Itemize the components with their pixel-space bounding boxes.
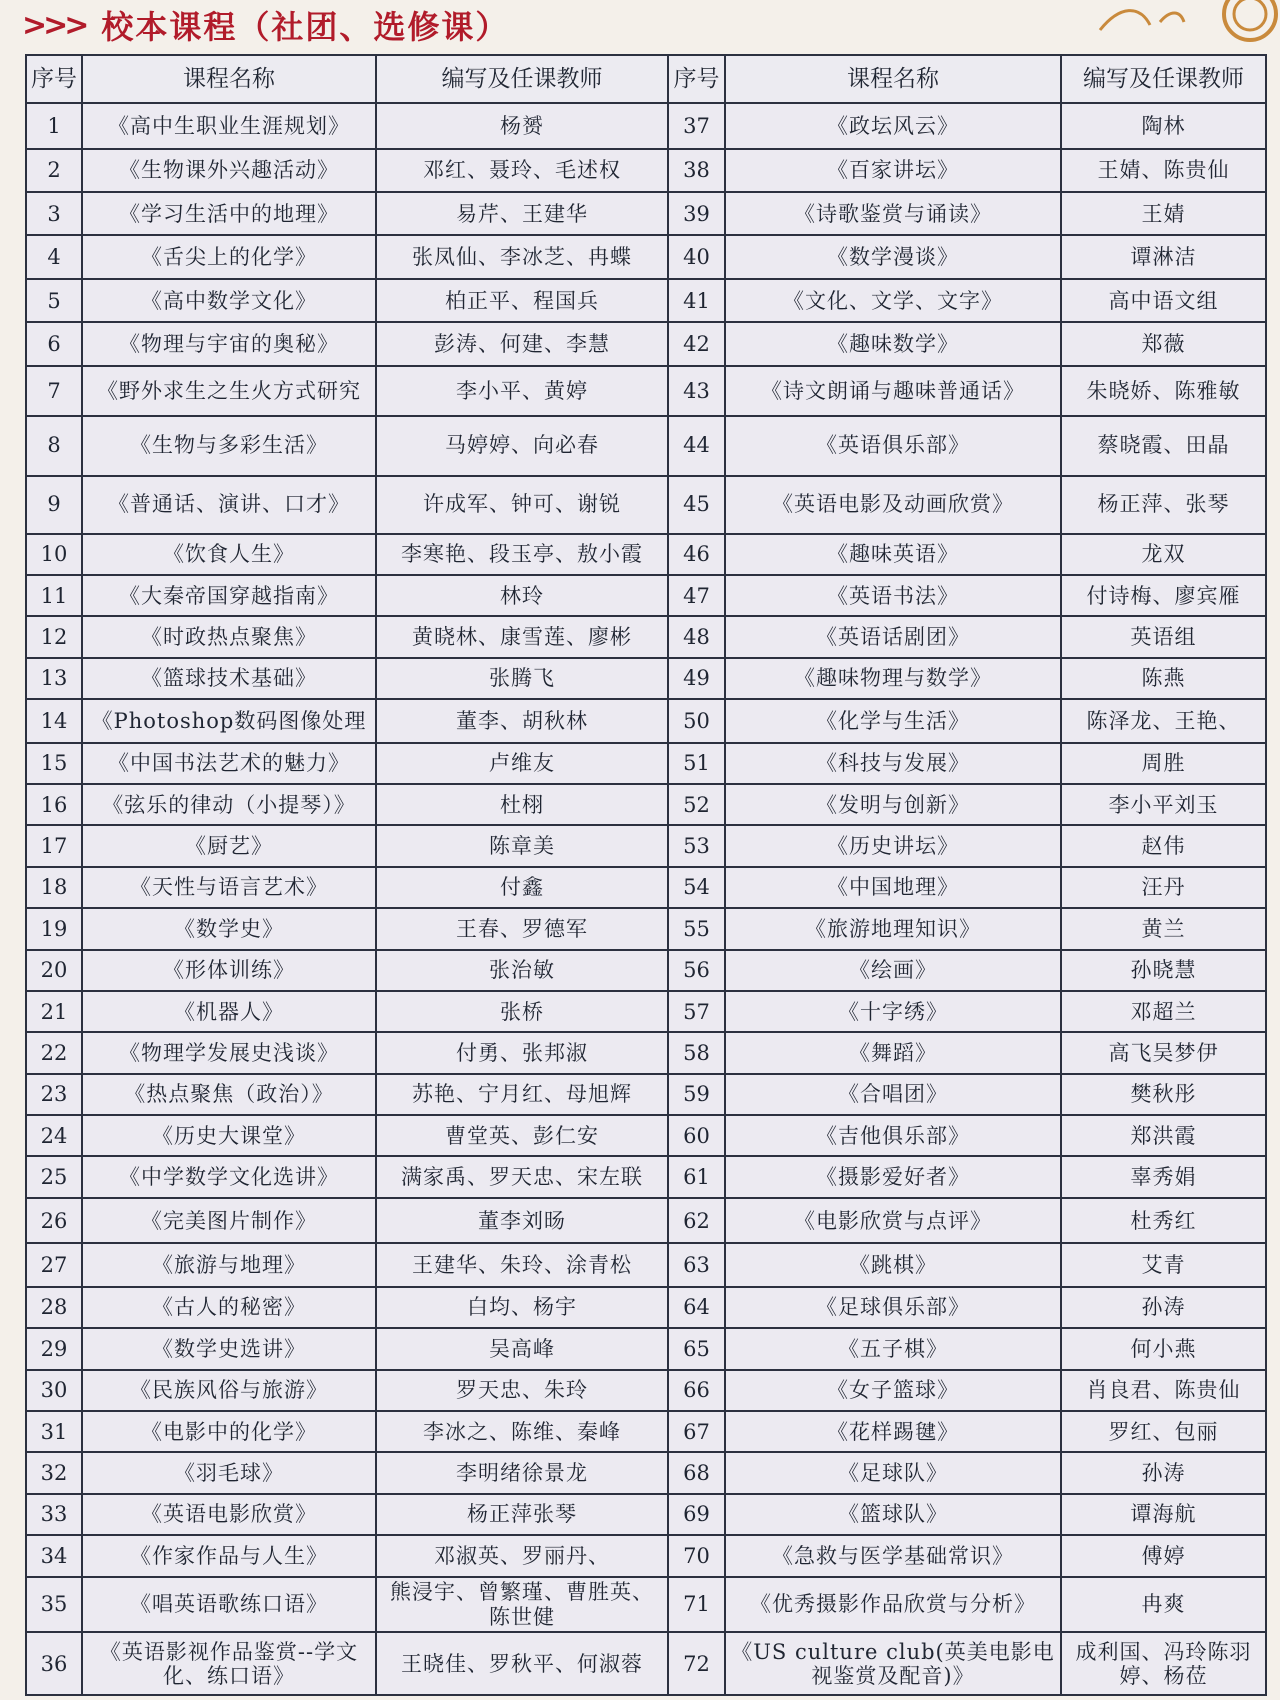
table-row <box>26 1535 1266 1576</box>
row-number: 59 <box>668 1074 725 1115</box>
row-number: 12 <box>26 616 82 657</box>
teacher-names: 杨正萍张琴 <box>376 1494 668 1535</box>
row-number: 47 <box>668 575 725 616</box>
row-number: 71 <box>668 1577 725 1633</box>
course-name: 《英语电影及动画欣赏》 <box>725 476 1061 534</box>
column-header: 序号 <box>26 55 82 103</box>
course-name: 《中国地理》 <box>725 867 1061 908</box>
row-number: 58 <box>668 1032 725 1073</box>
teacher-names: 郑薇 <box>1061 322 1266 365</box>
teacher-names: 孙涛 <box>1061 1452 1266 1493</box>
course-name: 《厨艺》 <box>82 825 376 866</box>
row-number: 34 <box>26 1535 82 1576</box>
course-name: 《吉他俱乐部》 <box>725 1115 1061 1156</box>
teacher-names: 傅婷 <box>1061 1535 1266 1576</box>
row-number: 53 <box>668 825 725 866</box>
row-number: 39 <box>668 192 725 235</box>
course-name: 《科技与发展》 <box>725 743 1061 784</box>
table-row <box>26 743 1266 784</box>
table-row <box>26 699 1266 742</box>
row-number: 16 <box>26 784 82 825</box>
table-row <box>26 1074 1266 1115</box>
teacher-names: 杨赟 <box>376 103 668 149</box>
table-row <box>26 991 1266 1032</box>
table-row <box>26 1115 1266 1156</box>
table-row <box>26 149 1266 192</box>
row-number: 6 <box>26 322 82 365</box>
teacher-names: 朱晓娇、陈雅敏 <box>1061 366 1266 416</box>
course-name: 《篮球技术基础》 <box>82 658 376 699</box>
row-number: 21 <box>26 991 82 1032</box>
teacher-names: 陶林 <box>1061 103 1266 149</box>
course-name: 《饮食人生》 <box>82 534 376 575</box>
course-name: 《英语话剧团》 <box>725 616 1061 657</box>
teacher-names: 吴高峰 <box>376 1328 668 1369</box>
course-table <box>25 54 1267 1696</box>
teacher-names: 周胜 <box>1061 743 1266 784</box>
course-name: 《历史大课堂》 <box>82 1115 376 1156</box>
table-row <box>26 658 1266 699</box>
course-name: 《足球俱乐部》 <box>725 1287 1061 1328</box>
course-name: 《五子棋》 <box>725 1328 1061 1369</box>
table-row <box>26 1577 1266 1633</box>
course-name: 《Photoshop数码图像处理 <box>82 699 376 742</box>
course-name: 《生物与多彩生活》 <box>82 416 376 476</box>
row-number: 56 <box>668 950 725 991</box>
column-header: 序号 <box>668 55 725 103</box>
table-row <box>26 192 1266 235</box>
row-number: 36 <box>26 1632 82 1695</box>
row-number: 20 <box>26 950 82 991</box>
row-number: 54 <box>668 867 725 908</box>
course-name: 《形体训练》 <box>82 950 376 991</box>
teacher-names: 高中语文组 <box>1061 279 1266 322</box>
teacher-names: 林玲 <box>376 575 668 616</box>
row-number: 9 <box>26 476 82 534</box>
row-number: 25 <box>26 1156 82 1197</box>
table-row <box>26 366 1266 416</box>
row-number: 50 <box>668 699 725 742</box>
row-number: 15 <box>26 743 82 784</box>
row-number: 29 <box>26 1328 82 1369</box>
course-name: 《篮球队》 <box>725 1494 1061 1535</box>
course-name: 《古人的秘密》 <box>82 1287 376 1328</box>
row-number: 26 <box>26 1198 82 1244</box>
table-row <box>26 950 1266 991</box>
row-number: 62 <box>668 1198 725 1244</box>
teacher-names: 谭海航 <box>1061 1494 1266 1535</box>
course-name: 《旅游地理知识》 <box>725 908 1061 949</box>
table-row <box>26 1198 1266 1244</box>
row-number: 46 <box>668 534 725 575</box>
teacher-names: 杜秀红 <box>1061 1198 1266 1244</box>
row-number: 31 <box>26 1411 82 1452</box>
course-name: 《弦乐的律动（小提琴）》 <box>82 784 376 825</box>
teacher-names: 张腾飞 <box>376 658 668 699</box>
row-number: 67 <box>668 1411 725 1452</box>
course-name: 《唱英语歌练口语》 <box>82 1577 376 1633</box>
teacher-names: 张凤仙、李冰芝、冉蝶 <box>376 235 668 278</box>
row-number: 55 <box>668 908 725 949</box>
row-number: 64 <box>668 1287 725 1328</box>
row-number: 30 <box>26 1370 82 1411</box>
course-name: 《数学漫谈》 <box>725 235 1061 278</box>
teacher-names: 肖良君、陈贵仙 <box>1061 1370 1266 1411</box>
course-name: 《化学与生活》 <box>725 699 1061 742</box>
table-row <box>26 1494 1266 1535</box>
course-name: 《政坛风云》 <box>725 103 1061 149</box>
row-number: 19 <box>26 908 82 949</box>
table-header-row <box>26 55 1266 103</box>
table-row <box>26 1452 1266 1493</box>
table-row <box>26 1032 1266 1073</box>
course-name: 《百家讲坛》 <box>725 149 1061 192</box>
course-name: 《电影中的化学》 <box>82 1411 376 1452</box>
teacher-names: 付诗梅、廖宾雁 <box>1061 575 1266 616</box>
course-name: 《羽毛球》 <box>82 1452 376 1493</box>
teacher-names: 苏艳、宁月红、母旭辉 <box>376 1074 668 1115</box>
teacher-names: 杨正萍、张琴 <box>1061 476 1266 534</box>
teacher-names: 孙晓慧 <box>1061 950 1266 991</box>
course-name: 《作家作品与人生》 <box>82 1535 376 1576</box>
table-row <box>26 1156 1266 1197</box>
row-number: 8 <box>26 416 82 476</box>
course-name: 《英语书法》 <box>725 575 1061 616</box>
row-number: 24 <box>26 1115 82 1156</box>
row-number: 33 <box>26 1494 82 1535</box>
row-number: 44 <box>668 416 725 476</box>
teacher-names: 马婷婷、向必春 <box>376 416 668 476</box>
teacher-names: 熊浸宇、曾繁瑾、曹胜英、陈世健 <box>376 1577 668 1633</box>
course-name: 《完美图片制作》 <box>82 1198 376 1244</box>
course-name: 《摄影爱好者》 <box>725 1156 1061 1197</box>
course-name: 《英语影视作品鉴赏--学文化、练口语》 <box>82 1632 376 1695</box>
course-name: 《普通话、演讲、口才》 <box>82 476 376 534</box>
row-number: 1 <box>26 103 82 149</box>
teacher-names: 英语组 <box>1061 616 1266 657</box>
course-name: 《时政热点聚焦》 <box>82 616 376 657</box>
teacher-names: 汪丹 <box>1061 867 1266 908</box>
teacher-names: 辜秀娟 <box>1061 1156 1266 1197</box>
row-number: 32 <box>26 1452 82 1493</box>
teacher-names: 满家禹、罗天忠、宋左联 <box>376 1156 668 1197</box>
course-name: 《野外求生之生火方式研究 <box>82 366 376 416</box>
course-name: 《数学史》 <box>82 908 376 949</box>
column-header: 编写及任课教师 <box>1061 55 1266 103</box>
row-number: 45 <box>668 476 725 534</box>
course-name: 《物理与宇宙的奥秘》 <box>82 322 376 365</box>
course-name: 《天性与语言艺术》 <box>82 867 376 908</box>
table-row <box>26 279 1266 322</box>
teacher-names: 邓红、聂玲、毛述权 <box>376 149 668 192</box>
row-number: 63 <box>668 1243 725 1286</box>
teacher-names: 成利国、冯玲陈羽婷、杨莅 <box>1061 1632 1266 1695</box>
course-name: 《跳棋》 <box>725 1243 1061 1286</box>
course-name: 《机器人》 <box>82 991 376 1032</box>
row-number: 42 <box>668 322 725 365</box>
table-row <box>26 1411 1266 1452</box>
course-name: 《物理学发展史浅谈》 <box>82 1032 376 1073</box>
table-row <box>26 908 1266 949</box>
teacher-names: 冉爽 <box>1061 1577 1266 1633</box>
teacher-names: 陈章美 <box>376 825 668 866</box>
column-header: 编写及任课教师 <box>376 55 668 103</box>
teacher-names: 张治敏 <box>376 950 668 991</box>
table-row <box>26 616 1266 657</box>
teacher-names: 黄兰 <box>1061 908 1266 949</box>
course-name: 《发明与创新》 <box>725 784 1061 825</box>
teacher-names: 王晓佳、罗秋平、何淑蓉 <box>376 1632 668 1695</box>
arrows-marker: >>> <box>22 7 86 43</box>
table-row <box>26 867 1266 908</box>
row-number: 66 <box>668 1370 725 1411</box>
row-number: 17 <box>26 825 82 866</box>
row-number: 38 <box>668 149 725 192</box>
teacher-names: 孙涛 <box>1061 1287 1266 1328</box>
table-row <box>26 1370 1266 1411</box>
course-name: 《学习生活中的地理》 <box>82 192 376 235</box>
course-name: 《中国书法艺术的魅力》 <box>82 743 376 784</box>
teacher-names: 何小燕 <box>1061 1328 1266 1369</box>
course-name: 《电影欣赏与点评》 <box>725 1198 1061 1244</box>
row-number: 22 <box>26 1032 82 1073</box>
row-number: 52 <box>668 784 725 825</box>
course-name: 《大秦帝国穿越指南》 <box>82 575 376 616</box>
teacher-names: 王建华、朱玲、涂青松 <box>376 1243 668 1286</box>
table-row <box>26 1632 1266 1695</box>
teacher-names: 李冰之、陈维、秦峰 <box>376 1411 668 1452</box>
ornament-icon <box>1080 0 1280 42</box>
course-name: 《优秀摄影作品欣赏与分析》 <box>725 1577 1061 1633</box>
row-number: 2 <box>26 149 82 192</box>
table-row <box>26 322 1266 365</box>
table-row <box>26 575 1266 616</box>
table-row <box>26 416 1266 476</box>
teacher-names: 龙双 <box>1061 534 1266 575</box>
row-number: 43 <box>668 366 725 416</box>
table-row <box>26 825 1266 866</box>
row-number: 69 <box>668 1494 725 1535</box>
teacher-names: 邓淑英、罗丽丹、 <box>376 1535 668 1576</box>
teacher-names: 付勇、张邦淑 <box>376 1032 668 1073</box>
teacher-names: 罗天忠、朱玲 <box>376 1370 668 1411</box>
teacher-names: 邓超兰 <box>1061 991 1266 1032</box>
course-name: 《旅游与地理》 <box>82 1243 376 1286</box>
teacher-names: 罗红、包丽 <box>1061 1411 1266 1452</box>
row-number: 49 <box>668 658 725 699</box>
teacher-names: 艾青 <box>1061 1243 1266 1286</box>
teacher-names: 董李刘旸 <box>376 1198 668 1244</box>
teacher-names: 李寒艳、段玉亭、敖小霞 <box>376 534 668 575</box>
teacher-names: 彭涛、何建、李慧 <box>376 322 668 365</box>
teacher-names: 赵伟 <box>1061 825 1266 866</box>
row-number: 27 <box>26 1243 82 1286</box>
row-number: 28 <box>26 1287 82 1328</box>
course-name: 《趣味物理与数学》 <box>725 658 1061 699</box>
course-name: 《生物课外兴趣活动》 <box>82 149 376 192</box>
teacher-names: 杜栩 <box>376 784 668 825</box>
teacher-names: 许成军、钟可、谢锐 <box>376 476 668 534</box>
course-name: 《民族风俗与旅游》 <box>82 1370 376 1411</box>
course-name: 《中学数学文化选讲》 <box>82 1156 376 1197</box>
row-number: 70 <box>668 1535 725 1576</box>
course-name: 《高中数学文化》 <box>82 279 376 322</box>
table-row <box>26 1287 1266 1328</box>
teacher-names: 黄晓林、康雪莲、廖彬 <box>376 616 668 657</box>
teacher-names: 易芹、王建华 <box>376 192 668 235</box>
row-number: 11 <box>26 575 82 616</box>
teacher-names: 王春、罗德军 <box>376 908 668 949</box>
teacher-names: 曹堂英、彭仁安 <box>376 1115 668 1156</box>
teacher-names: 陈燕 <box>1061 658 1266 699</box>
row-number: 35 <box>26 1577 82 1633</box>
row-number: 5 <box>26 279 82 322</box>
row-number: 13 <box>26 658 82 699</box>
course-name: 《女子篮球》 <box>725 1370 1061 1411</box>
course-name: 《高中生职业生涯规划》 <box>82 103 376 149</box>
course-name: 《十字绣》 <box>725 991 1061 1032</box>
course-name: 《诗歌鉴赏与诵读》 <box>725 192 1061 235</box>
row-number: 68 <box>668 1452 725 1493</box>
course-name: 《花样踢毽》 <box>725 1411 1061 1452</box>
table-row <box>26 235 1266 278</box>
teacher-names: 李小平、黄婷 <box>376 366 668 416</box>
course-name: 《英语电影欣赏》 <box>82 1494 376 1535</box>
course-name: 《合唱团》 <box>725 1074 1061 1115</box>
teacher-names: 王婧、陈贵仙 <box>1061 149 1266 192</box>
row-number: 14 <box>26 699 82 742</box>
table-row <box>26 476 1266 534</box>
course-name: 《历史讲坛》 <box>725 825 1061 866</box>
teacher-names: 白均、杨宇 <box>376 1287 668 1328</box>
row-number: 61 <box>668 1156 725 1197</box>
teacher-names: 蔡晓霞、田晶 <box>1061 416 1266 476</box>
section-title: 校本课程（社团、选修课） <box>101 8 510 46</box>
course-name: 《数学史选讲》 <box>82 1328 376 1369</box>
course-name: 《趣味英语》 <box>725 534 1061 575</box>
course-name: 《英语俱乐部》 <box>725 416 1061 476</box>
course-name: 《文化、文学、文字》 <box>725 279 1061 322</box>
teacher-names: 高飞吴梦伊 <box>1061 1032 1266 1073</box>
row-number: 7 <box>26 366 82 416</box>
course-name: 《舌尖上的化学》 <box>82 235 376 278</box>
row-number: 37 <box>668 103 725 149</box>
course-name: 《热点聚焦（政治）》 <box>82 1074 376 1115</box>
row-number: 48 <box>668 616 725 657</box>
course-name: 《诗文朗诵与趣味普通话》 <box>725 366 1061 416</box>
teacher-names: 付鑫 <box>376 867 668 908</box>
course-name: 《US culture club(英美电影电视鉴赏及配音)》 <box>725 1632 1061 1695</box>
teacher-names: 张桥 <box>376 991 668 1032</box>
row-number: 57 <box>668 991 725 1032</box>
table-row <box>26 103 1266 149</box>
teacher-names: 李明绪徐景龙 <box>376 1452 668 1493</box>
teacher-names: 陈泽龙、王艳、 <box>1061 699 1266 742</box>
row-number: 23 <box>26 1074 82 1115</box>
row-number: 72 <box>668 1632 725 1695</box>
teacher-names: 王婧 <box>1061 192 1266 235</box>
column-header: 课程名称 <box>82 55 376 103</box>
teacher-names: 樊秋彤 <box>1061 1074 1266 1115</box>
course-table-body <box>26 103 1266 1695</box>
course-name: 《舞蹈》 <box>725 1032 1061 1073</box>
table-row <box>26 1243 1266 1286</box>
teacher-names: 李小平刘玉 <box>1061 784 1266 825</box>
row-number: 51 <box>668 743 725 784</box>
row-number: 18 <box>26 867 82 908</box>
column-header: 课程名称 <box>725 55 1061 103</box>
course-name: 《急救与医学基础常识》 <box>725 1535 1061 1576</box>
teacher-names: 谭淋洁 <box>1061 235 1266 278</box>
teacher-names: 卢维友 <box>376 743 668 784</box>
course-name: 《趣味数学》 <box>725 322 1061 365</box>
row-number: 40 <box>668 235 725 278</box>
table-row <box>26 784 1266 825</box>
table-row <box>26 1328 1266 1369</box>
row-number: 65 <box>668 1328 725 1369</box>
row-number: 3 <box>26 192 82 235</box>
teacher-names: 董李、胡秋林 <box>376 699 668 742</box>
teacher-names: 柏正平、程国兵 <box>376 279 668 322</box>
table-row <box>26 534 1266 575</box>
teacher-names: 郑洪霞 <box>1061 1115 1266 1156</box>
row-number: 41 <box>668 279 725 322</box>
course-name: 《绘画》 <box>725 950 1061 991</box>
row-number: 60 <box>668 1115 725 1156</box>
course-name: 《足球队》 <box>725 1452 1061 1493</box>
row-number: 10 <box>26 534 82 575</box>
row-number: 4 <box>26 235 82 278</box>
